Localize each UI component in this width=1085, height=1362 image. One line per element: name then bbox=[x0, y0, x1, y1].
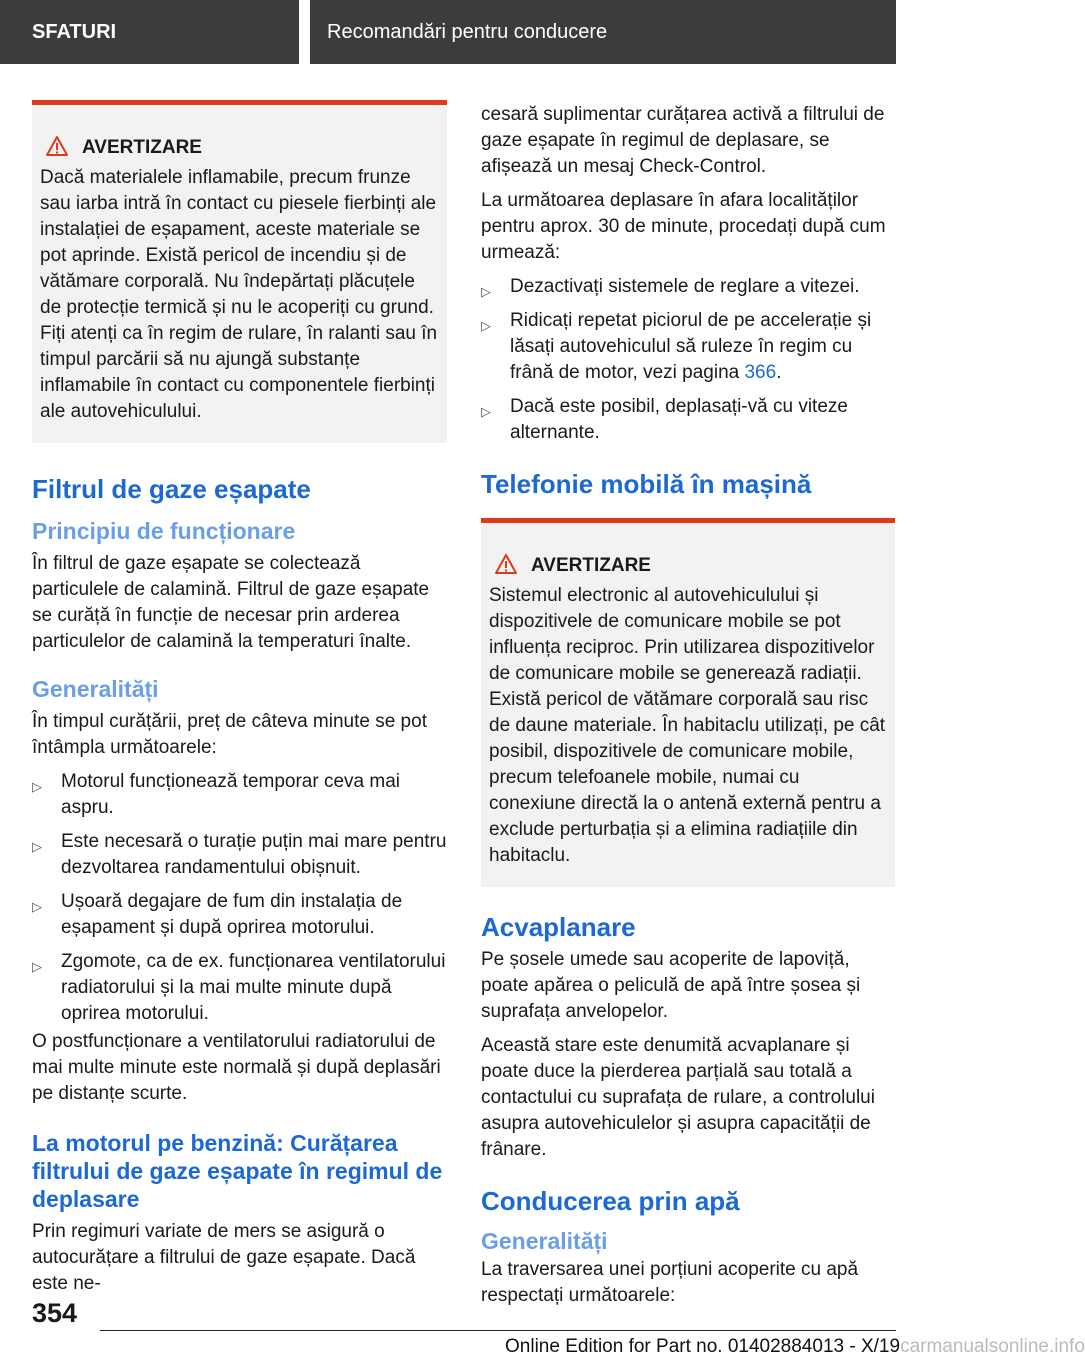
paragraph-continued: cesară suplimentar curățarea activă a filtrului de gaze eșapate în regimul de deplasare, se afișează un mesaj Check-Control. bbox=[481, 104, 885, 177]
list-item: ▷ Ușoară degajare de fum din instalația de eșapament și după oprirea motorului. bbox=[32, 891, 403, 938]
triangle-bullet-icon: ▷ bbox=[32, 959, 42, 974]
warning-text: Sistemul electronic al autovehiculului și dispozitivele de comunicare mobile se pot influența reciproc. Prin utilizarea dispozitivelor de comunicare mobile se generează radiații. Există pericol de vătămare corporală sau risc de daune materiale. În habitaclu utilizați, pe cât posibil, dispozitivele de comunicare mobile, precum telefoanele mobile, numai cu conexiune directă la o antenă externă pentru a exclude perturbația și a elimina radiațiile din habitaclu. bbox=[489, 585, 886, 866]
list-item: ▷ Motorul funcționează temporar ceva mai aspru. bbox=[32, 771, 400, 818]
paragraph-petrol: Prin regimuri variate de mers se asigură o autocurățare a filtrului de gaze eșapate. Dacă este ne- bbox=[32, 1221, 416, 1294]
triangle-bullet-icon: ▷ bbox=[481, 404, 491, 419]
subheading-principle: Principiu de funcționare bbox=[32, 518, 296, 544]
footer-divider bbox=[100, 1330, 896, 1331]
paragraph-principle: În filtrul de gaze eșapate se colectează particulele de calamină. Filtrul de gaze eșapate se curăță în funcție de necesar prin arderea particulelor de calamină la temperaturi înalte. bbox=[32, 553, 430, 652]
paragraph-after: O postfuncționare a ventilatorului radiatorului de mai multe minute este normală și după deplasări pe distanțe scurte. bbox=[32, 1031, 441, 1104]
warning-heading bbox=[487, 553, 889, 579]
triangle-bullet-icon: ▷ bbox=[32, 899, 42, 914]
section-heading-filter: Filtrul de gaze eșapate bbox=[32, 474, 311, 504]
edition-text: Online Edition for Part no. 01402884013 - X/19 bbox=[505, 1336, 901, 1357]
warning-title: AVERTIZARE bbox=[531, 555, 651, 576]
subheading-general: Generalități bbox=[32, 676, 159, 702]
header-section: SFATURI bbox=[0, 0, 299, 64]
triangle-bullet-icon: ▷ bbox=[32, 839, 42, 854]
page-link[interactable]: 366 bbox=[744, 362, 777, 383]
paragraph-water: La traversarea unei porțiuni acoperite cu apă respectați următoarele: bbox=[481, 1259, 859, 1306]
paragraph-general: În timpul curățării, preț de câteva minute se pot întâmpla următoarele: bbox=[32, 711, 427, 758]
bullet-list bbox=[481, 274, 895, 446]
section-heading-water: Conducerea prin apă bbox=[481, 1186, 740, 1216]
watermark-brand: carmanualsonline.info bbox=[900, 1336, 1085, 1357]
triangle-bullet-icon: ▷ bbox=[32, 779, 42, 794]
warning-text: Dacă materialele inflamabile, precum frunze sau iarba intră în contact cu piesele fierbinți ale instalației de eșapament, aceste materiale se pot aprinde. Există pericol de incendiu și de vătămare corporală. Nu îndepărtați plăcuțele de protecție termică și nu le acoperiți cu grund. Fiți atenți ca în regim de rulare, în ralanti sau în timpul parcării să nu ajungă substanțe inflamabile în contact cu componentele fierbinți ale autovehiculului. bbox=[40, 167, 438, 422]
list-item: ▷ Dacă este posibil, deplasați-vă cu viteze alternante. bbox=[481, 396, 848, 443]
paragraph-aquaplaning-2: Această stare este denumită acvaplanare și poate duce la pierderea parțială sau totală a contactului cu suprafața de rulare, a controlului asupra autovehiculelor și asupra capacității de frânare. bbox=[481, 1035, 875, 1160]
right-column bbox=[481, 102, 895, 1309]
section-heading-phone: Telefonie mobilă în mașină bbox=[481, 469, 812, 499]
triangle-bullet-icon: ▷ bbox=[481, 318, 491, 333]
warning-box bbox=[481, 518, 895, 887]
left-column bbox=[32, 100, 447, 1297]
subheading-general-2: Generalități bbox=[481, 1228, 608, 1254]
list-item: ▷ Ridicați repetat piciorul de pe accelerație și lăsați autovehiculul să ruleze în regim cu frână de motor, vezi pagina 366. bbox=[481, 310, 872, 383]
bullet-list bbox=[32, 769, 447, 1027]
triangle-bullet-icon: ▷ bbox=[481, 284, 491, 299]
subheading-petrol: La motorul pe benzină: Curățarea filtrului de gaze eșapate în regimul de deplasare bbox=[32, 1130, 443, 1212]
list-item: ▷ Zgomote, ca de ex. funcționarea ventilatorului radiatorului și la mai multe minute după oprirea motorului. bbox=[32, 951, 446, 1024]
list-item: ▷ Este necesară o turație puțin mai mare pentru dezvoltarea randamentului obișnuit. bbox=[32, 831, 447, 878]
list-item: ▷ Dezactivați sistemele de reglare a vitezei. bbox=[481, 274, 895, 300]
page-number: 354 bbox=[32, 1298, 78, 1328]
paragraph-aquaplaning-1: Pe șosele umede sau acoperite de lapoviță, poate apărea o peliculă de apă între șosea și suprafața anvelopelor. bbox=[481, 949, 861, 1022]
footer-edition bbox=[505, 1335, 1085, 1359]
warning-box bbox=[32, 100, 447, 443]
warning-triangle-icon bbox=[46, 136, 68, 156]
warning-heading bbox=[38, 135, 441, 161]
warning-triangle-icon bbox=[495, 554, 517, 574]
paragraph-next: La următoarea deplasare în afara localităților pentru aprox. 30 de minute, procedați după cum urmează: bbox=[481, 190, 886, 263]
header-title: Recomandări pentru conducere bbox=[310, 0, 896, 64]
section-heading-aquaplaning: Acvaplanare bbox=[481, 912, 636, 942]
warning-title: AVERTIZARE bbox=[82, 137, 202, 158]
